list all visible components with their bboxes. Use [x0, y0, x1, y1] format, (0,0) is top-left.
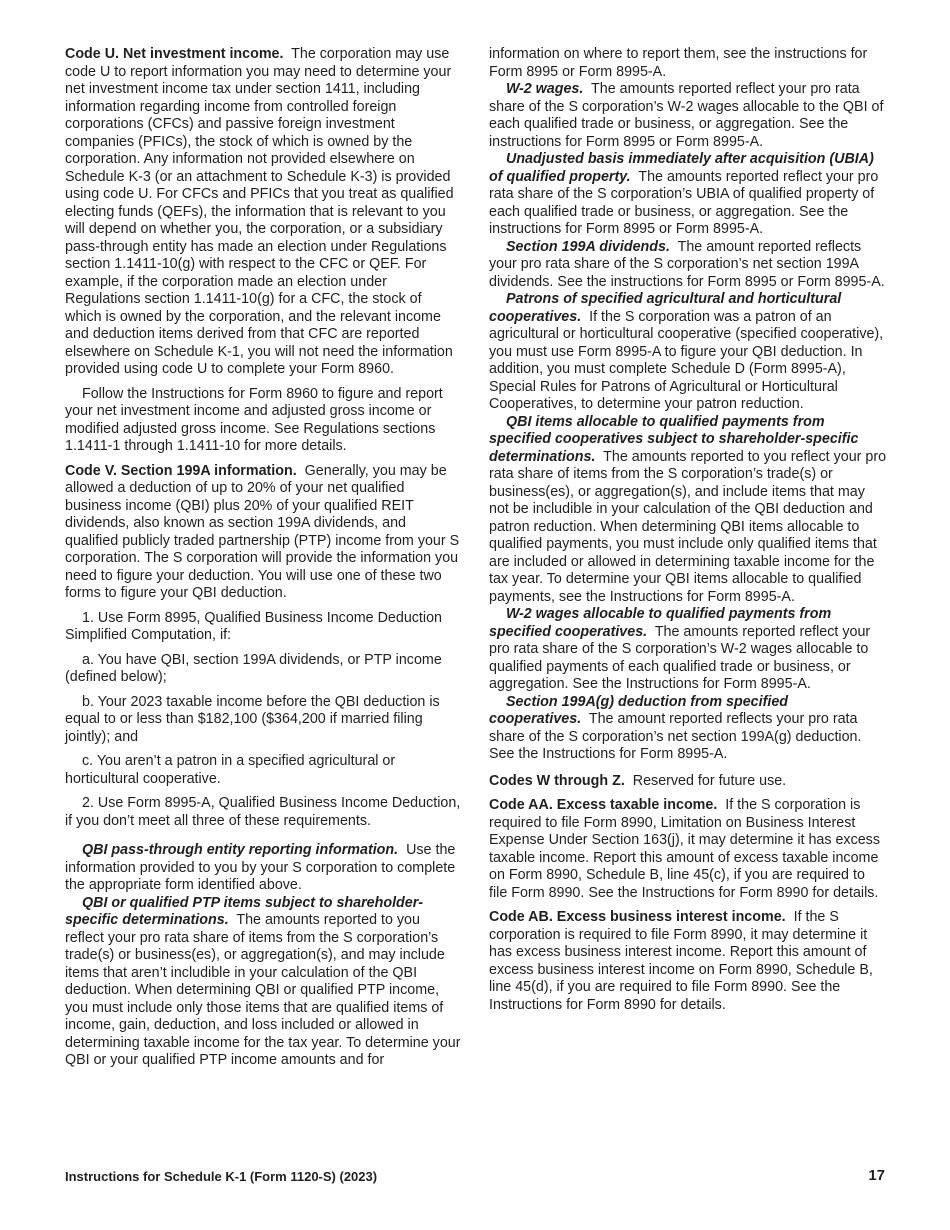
paragraph-qbi-items [489, 414, 887, 607]
footer-title: Instructions for Schedule K-1 (Form 1120-S) (2023) [65, 1169, 378, 1184]
paragraph-section-199a-dividends [489, 239, 887, 292]
text-code-ab: If the S corporation is required to file Form 8990, it may determine it has excess business interest income. Report this amount of excess business interest income on Form 8990, Schedule B, line 45(d), if you are required to file Form 8990. See the Instructions for Form 8990 for details. [489, 909, 873, 1013]
right-column [489, 46, 887, 1014]
heading-codes-w-z: Codes W through Z. [489, 772, 625, 789]
heading-qbi-ptp: QBI or qualified PTP items subject to shareholder-specific determinations. [65, 894, 424, 928]
heading-code-aa: Code AA. Excess taxable income. [489, 797, 718, 813]
text-qbi-ptp: The amounts reported to you reflect your pro rata share of items from the S corporation’s trade(s) or business(es), or aggregation(s), and may include items that aren’t includible in your calculation of the QBI deduction. When determining QBI or qualified PTP income, you must include only those items that are qualified items of income, gain, deduction, and loss included or allowed in determining taxable income for the tax year. To determine your QBI or your qualified PTP income amounts and for [65, 912, 461, 1068]
page-number: 17 [868, 1167, 885, 1184]
heading-qbi-pte: QBI pass-through entity reporting information. [82, 842, 399, 858]
heading-code-v: Code V. Section 199A information. [65, 462, 297, 479]
text-code-aa: If the S corporation is required to file Form 8990, Limitation on Business Interest Expense Under Section 163(j), it may determine it has excess taxable income. Report this amount of excess taxable income on Form 8990, Schedule B, line 45(c), if you are required to file Form 8990. See the Instructions for Form 8990 for details. [489, 797, 880, 901]
text-w2-coop: The amounts reported reflect your pro rata share of the S corporation’s W-2 wages allocable to qualified payments of each qualified trade or business, or aggregation. See the Instructions for Form 8995-A. [489, 623, 871, 692]
list-item-1: 1. Use Form 8995, Qualified Business Income Deduction Simplified Computation, if: [65, 609, 442, 643]
paragraph-code-u-follow: Follow the Instructions for Form 8960 to figure and report your net investment income and adjusted gross income or modified adjusted gross income. See Regulations sections 1.1411-1 through 1.1411-10 for more details. [65, 385, 443, 454]
heading-section-199ag: Section 199A(g) deduction from specified cooperatives. [489, 693, 789, 727]
heading-qbi-items: QBI items allocable to qualified payments from specified cooperatives subject to shareholder-specific determinations. [489, 413, 859, 465]
heading-w2-wages: W-2 wages. [506, 81, 584, 97]
text-ubia: The amounts reported reflect your pro rata share of the S corporation’s UBIA of qualified property of each qualified trade or business, or aggregation. See the instructions for Form 8995 or Form 8995-A. [489, 168, 879, 237]
text-section-199ag: The amount reported reflects your pro rata share of the S corporation’s net section 199A(g) deduction. See the Instructions for Form 8995-A. [489, 711, 862, 762]
left-column [65, 46, 461, 1070]
paragraph-continuation: information on where to report them, see the instructions for Form 8995 or Form 8995-A. [489, 46, 868, 80]
text-section-199a-dividends: The amount reported reflects your pro rata share of the S corporation’s net section 199A dividends. See the instructions for Form 8995 or Form 8995-A. [489, 238, 885, 290]
list-item-b: b. Your 2023 taxable income before the QBI deduction is equal to or less than $182,100 ($364,200 if married filing jointly); and [65, 693, 440, 745]
paragraph-section-199ag [489, 694, 887, 764]
list-item-c: c. You aren’t a patron in a specified agricultural or horticultural cooperative. [65, 753, 396, 787]
paragraph-code-aa [489, 797, 887, 902]
paragraph-code-u [65, 46, 461, 379]
heading-section-199a-dividends: Section 199A dividends. [506, 238, 670, 255]
list-item-a: a. You have QBI, section 199A dividends, or PTP income (defined below); [65, 651, 442, 685]
text-patrons: If the S corporation was a patron of an agricultural or horticultural cooperative (specified cooperative), you must use Form 8995-A to figure your QBI deduction. In addition, you must complete Schedule D (Form 8995-A), Special Rules for Patrons of Agricultural or Horticultural Cooperatives, to determine your patron reduction. [489, 308, 884, 412]
text-qbi-pte: Use the information provided to you by your S corporation to complete the appropriate form identified above. [65, 842, 456, 893]
list-item-2: 2. Use Form 8995-A, Qualified Business Income Deduction, if you don’t meet all three of these requirements. [65, 795, 461, 829]
text-codes-w-z: Reserved for future use. [632, 772, 787, 789]
paragraph-codes-w-z [489, 773, 887, 791]
text-code-u: The corporation may use code U to report information you may need to determine your net investment income tax under section 1411, including information regarding income from controlled foreign corporations (CFCs) and passive foreign investment companies (PFICs), the stock of which is owned by the corporation. Any information not provided elsewhere on Schedule K-3 (or an attachment to Schedule K-3) is provided using code U. For CFCs and PFICs that you treat as qualified electing funds (QEFs), the information that is relevant to you will depend on whether you, the corporation, or a subsidiary pass-through entity has made an election under Regulations section 1.1411-10(g) with respect to the CFC or QEF. For example, if the corporation made an election under Regulations section 1.1411-10(g) for a CFC, the stock of which is owned by the corporation, and the relevant income and deduction items derived from that CFC are reported elsewhere on Schedule K-1, you will not need the information provided using code U to complete your Form 8960. [65, 46, 454, 377]
paragraph-patrons [489, 291, 887, 414]
paragraph-code-v [65, 463, 461, 603]
paragraph-qbi-pte [65, 842, 461, 895]
text-w2-wages: The amounts reported reflect your pro rata share of the S corporation’s W-2 wages allocable to the QBI of each qualified trade or business, or aggregation. See the instructions for Form 8995 or Form 8995-A. [489, 81, 884, 150]
heading-ubia: Unadjusted basis immediately after acquisition (UBIA) of qualified property. [489, 151, 874, 185]
text-code-v: Generally, you may be allowed a deduction of up to 20% of your net qualified business income (QBI) plus 20% of your qualified REIT dividends, also known as section 199A dividends, and qualified publicly traded partnership (PTP) income from your S corporation. The S corporation will provide the information you need to figure your deduction. You will use one of these two forms to figure your QBI deduction. [65, 462, 460, 601]
heading-code-ab: Code AB. Excess business interest income. [489, 909, 786, 925]
heading-w2-coop: W-2 wages allocable to qualified payments from specified cooperatives. [489, 606, 832, 640]
paragraph-w2-coop [489, 606, 887, 694]
paragraph-ubia [489, 151, 887, 239]
paragraph-qbi-ptp [65, 895, 461, 1070]
heading-patrons: Patrons of specified agricultural and horticultural cooperatives. [489, 291, 842, 325]
text-qbi-items: The amounts reported to you reflect your pro rata share of items from the S corporation’s trade(s) or business(es), or aggregation(s), and include items that may not be includible in your calculation of the QBI deduction and patron reduction. When determining QBI items allocable to qualified payments, you must include only qualified items that are included or allowed in determining taxable income for the tax year. To determine your QBI items allocable to qualified payments, see the Instructions for Form 8995-A. [489, 448, 887, 605]
paragraph-w2-wages [489, 81, 887, 151]
paragraph-code-ab [489, 909, 887, 1014]
heading-code-u: Code U. Net investment income. [65, 46, 284, 62]
